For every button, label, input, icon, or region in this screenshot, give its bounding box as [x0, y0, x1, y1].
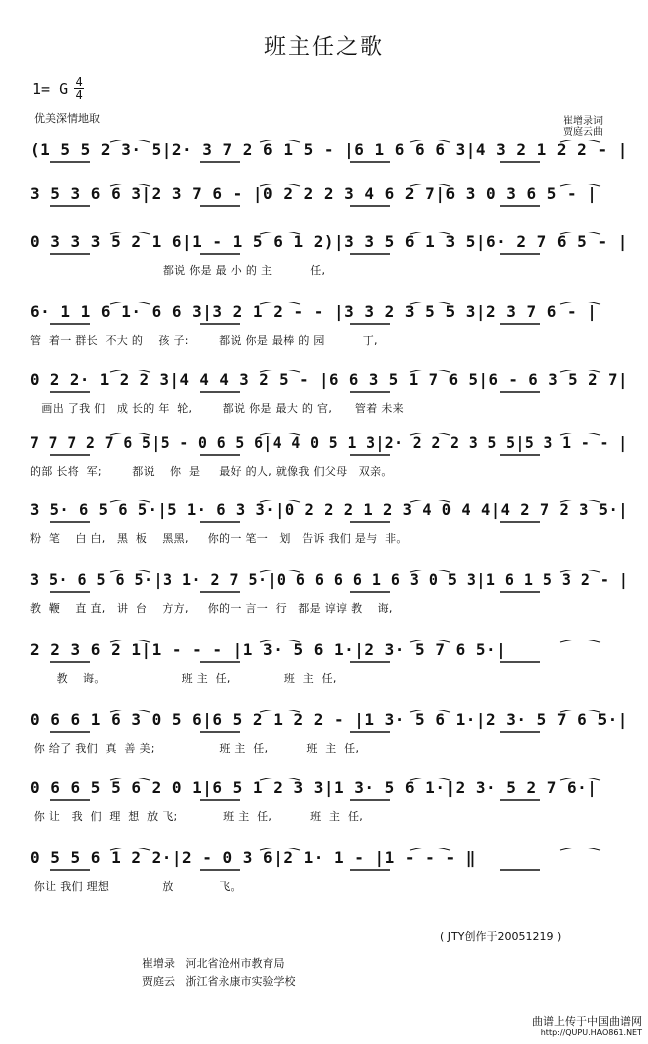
notes: 3 5· 6 5 6 5·|3 1· 2 7 5·|0 6 6 6 6 1 6 3 0 5 3|1 6 1 5 3 2 - |	[30, 570, 629, 589]
notes: 0 5 5 6 1 2 2·|2 - 0 3 6|2 1· 1 - |1 - - - ‖	[30, 848, 476, 867]
time-numerator: 4	[75, 75, 83, 89]
beam-marks	[30, 640, 628, 670]
beam-marks	[30, 570, 628, 600]
lyrics: 画出 了我 们 成 长的 年 轮, 都说 你是 最大 的 官, 管着 未来	[30, 402, 404, 415]
beam-marks	[30, 710, 628, 740]
staff-line-11	[30, 778, 628, 838]
time-denominator: 4	[75, 88, 83, 102]
credit-row: 崔增录 河北省沧州市教育局	[142, 957, 285, 970]
lyricist: 崔增录词	[563, 116, 603, 127]
staff-line-5	[30, 370, 628, 430]
site-watermark	[532, 1016, 642, 1038]
beam-marks	[30, 433, 628, 463]
lyrics: 教 诲。 班 主 任, 班 主 任,	[30, 672, 337, 685]
notes: 0 6 6 1 6 3 0 5 6|6 5 2 1 2 2 - |1 3· 5 6 1·|2 3· 5 7 6 5·|	[30, 710, 628, 729]
tempo-marking: 优美深情地取	[34, 112, 100, 125]
beam-marks	[30, 140, 628, 170]
lyrics: 都说 你是 最 小 的 主 任,	[30, 264, 326, 277]
beam-marks	[30, 370, 628, 400]
beam-marks	[30, 302, 628, 332]
lyrics: 的部 长将 军; 都说 你 是 最好 的人, 就像我 们父母 双亲。	[30, 465, 393, 478]
notes: 0 3 3 3 5 2 1 6|1 - 1 5 6 1 2)|3 3 5 6 1 3 5|6· 2 7 6 5 - |	[30, 232, 628, 251]
notes: (1 5 5 2 3· 5|2· 3 7 2 6 1 5 - |6 1 6 6 6 3|4 3 2 1 2 2 - |	[30, 140, 628, 159]
lyrics: 粉 笔 白 白, 黑 板 黑黑, 你的一 笔一 划 告诉 我们 是与 非。	[30, 532, 408, 545]
time-signature	[74, 76, 84, 101]
lyrics: 管 着一 群长 不大 的 孩 子: 都说 你是 最棒 的 园 丁,	[30, 334, 378, 347]
notes: 7 7 7 2 7 6 5|5 - 0 6 5 6|4 4 0 5 1 3|2· 2 2 2 3 5 5|5 3 1 - - |	[30, 433, 628, 452]
beam-marks	[30, 778, 628, 808]
staff-line-9	[30, 640, 628, 700]
lyrics: 你 给了 我们 真 善 美; 班 主 任, 班 主 任,	[30, 742, 360, 755]
notes: 0 2 2· 1 2 2 3|4 4 4 3 2 5 - |6 6 3 5 1 7 6 5|6 - 6 3 5 2 7|	[30, 370, 628, 389]
notes: 2 2 3 6 2 1|1 - - - |1 3· 5 6 1·|2 3· 5 7 6 5·|	[30, 640, 507, 659]
composer: 贾庭云曲	[563, 127, 603, 138]
notes: 6· 1 1 6 1· 6 6 3|3 2 1 2 - - |3 3 2 3 5 5 3|2 3 7 6 - |	[30, 302, 598, 321]
staff-line-6	[30, 433, 628, 493]
staff-line-3	[30, 232, 628, 292]
notes: 3 5· 6 5 6 5·|5 1· 6 3 3·|0 2 2 2 1 2 3 4 0 4 4|4 2 7 2 3 5·|	[30, 500, 629, 519]
staff-line-7	[30, 500, 628, 560]
watermark-text: 曲谱上传于中国曲谱网	[532, 1015, 642, 1028]
staff-line-10	[30, 710, 628, 770]
song-title: 班主任之歌	[263, 35, 384, 60]
notes: 3 5 3 6 6 3|2 3 7 6 - |0 2 2 2 3 4 6 2 7|6 3 0 3 6 5 - |	[30, 184, 598, 203]
credit-row: 贾庭云 浙江省永康市实验学校	[142, 975, 296, 988]
beam-marks	[30, 184, 628, 214]
beam-marks	[30, 848, 628, 878]
beam-marks	[30, 232, 628, 262]
credits	[142, 955, 296, 991]
key-signature	[32, 76, 84, 101]
staff-line-4	[30, 302, 628, 362]
lyrics: 你 让 我 们 理 想 放 飞; 班 主 任, 班 主 任,	[30, 810, 364, 823]
staff-line-12	[30, 848, 628, 908]
watermark-url: http://QUPU.HAO861.NET	[540, 1028, 642, 1037]
lyrics: 教 鞭 直 直, 讲 台 方方, 你的一 言一 行 都是 谆谆 教 诲,	[30, 602, 393, 615]
lyrics: 你让 我们 理想 放 飞。	[30, 880, 242, 893]
key-label: 1= G	[32, 79, 69, 98]
notes: 0 6 6 5 5 6 2 0 1|6 5 1 2 3 3|1 3· 5 6 1·|2 3· 5 2 7 6·|	[30, 778, 598, 797]
beam-marks	[30, 500, 628, 530]
authors	[563, 116, 603, 138]
creation-note: ( JTY创作于20051219 )	[440, 930, 562, 943]
staff-line-8	[30, 570, 628, 630]
